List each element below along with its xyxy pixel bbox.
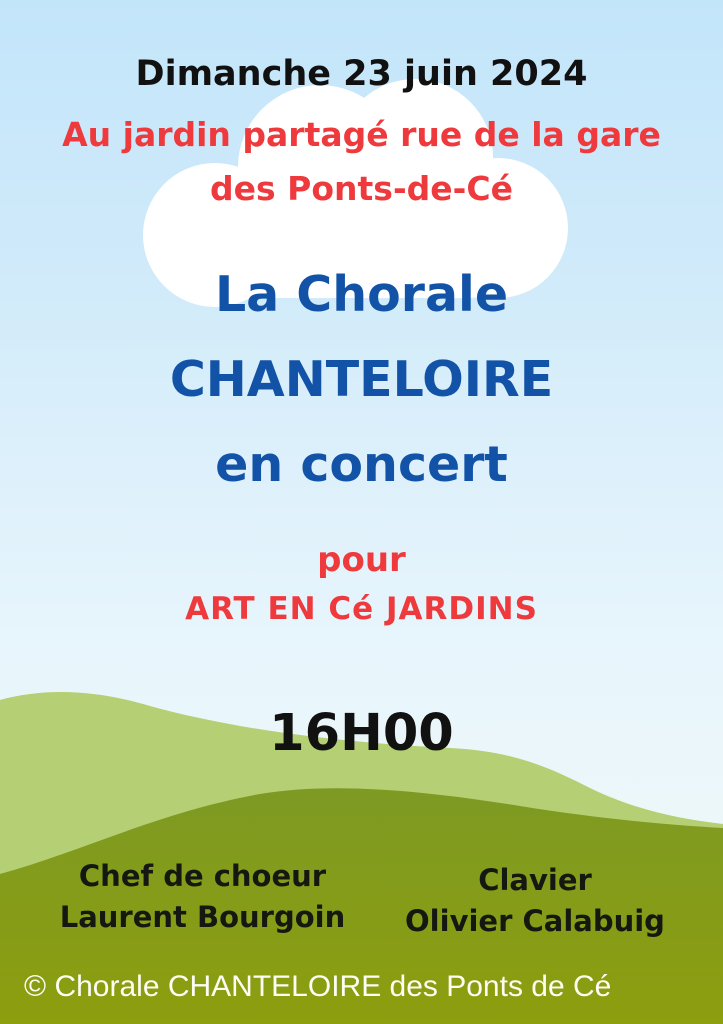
- main-title: [0, 252, 723, 507]
- event-intro: pour: [317, 540, 406, 580]
- title-line-2: CHANTELOIRE: [169, 351, 554, 408]
- title-line-1: La Chorale: [214, 266, 509, 323]
- event-time: 16H00: [269, 704, 454, 763]
- credit-choir-director: [35, 856, 370, 938]
- copyright-footer: © Chorale CHANTELOIRE des Ponts de Cé: [24, 970, 612, 1003]
- location-line-1: Au jardin partagé rue de la gare: [62, 115, 661, 154]
- date-line: Dimanche 23 juin 2024: [135, 54, 588, 94]
- credit-role: Chef de choeur: [78, 859, 327, 893]
- credit-name: Olivier Calabuig: [405, 904, 665, 938]
- credit-keyboard: [385, 860, 685, 942]
- event-name: ART EN Cé JARDINS: [185, 591, 538, 627]
- credit-role: Clavier: [478, 863, 592, 897]
- credit-name: Laurent Bourgoin: [59, 900, 346, 934]
- location-lines: [0, 108, 723, 216]
- title-line-3: en concert: [215, 436, 508, 493]
- location-line-2: des Ponts-de-Cé: [210, 169, 513, 208]
